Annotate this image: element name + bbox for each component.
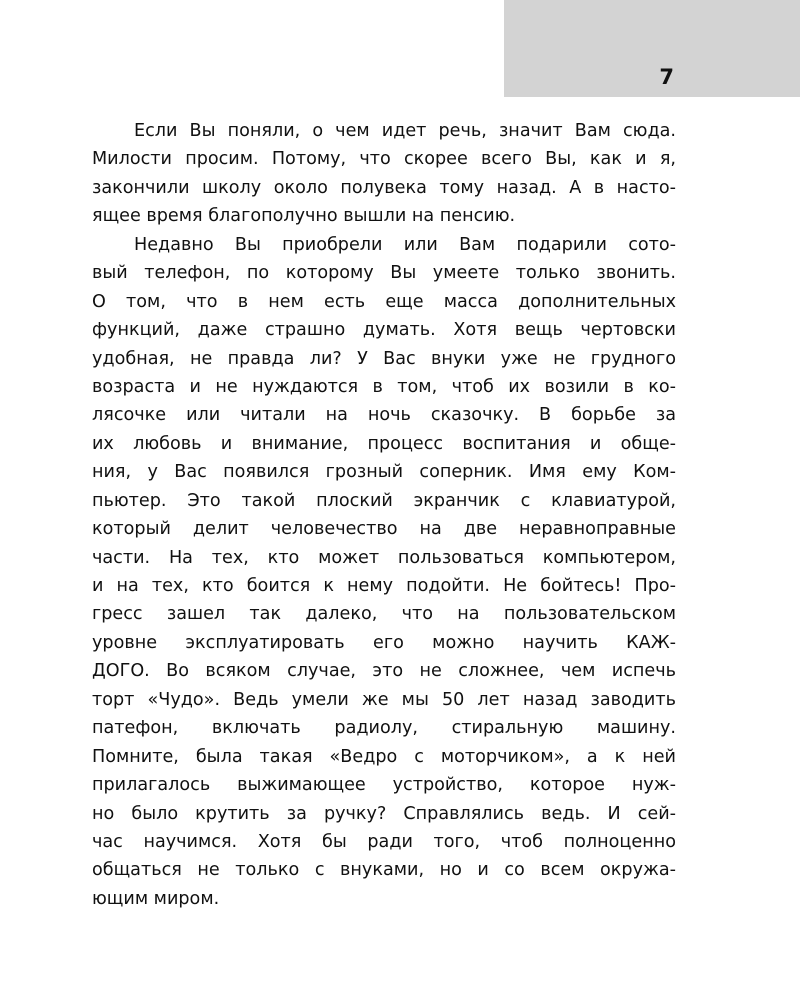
text-line: уровне эксплуатировать его можно научить КАЖ- — [92, 632, 676, 653]
text-line: прилагалось выжимающее устройство, которое нуж- — [92, 775, 676, 796]
text-line: закончили школу около полувека тому назад. А в насто- — [92, 177, 676, 198]
text-line: торт «Чудо». Ведь умели же мы 50 лет назад заводить — [92, 689, 676, 710]
text-line: ния, у Вас появился грозный соперник. Имя ему Ком- — [92, 462, 676, 483]
text-line: удобная, не правда ли? У Вас внуки уже не грудного — [92, 348, 676, 369]
text-line: Недавно Вы приобрели или Вам подарили сото- — [134, 234, 676, 255]
text-line: возраста и не нуждаются в том, чтоб их возили в ко- — [92, 376, 676, 397]
paragraph-2 — [92, 231, 676, 914]
page-header-box — [504, 0, 800, 97]
text-line: ющим миром. — [92, 888, 220, 909]
text-line: но было крутить за ручку? Справлялись ведь. И сей- — [92, 803, 676, 824]
paragraph-1 — [92, 117, 676, 231]
text-line: лясочке или читали на ночь сказочку. В борьбе за — [92, 405, 676, 426]
text-line: Милости просим. Потому, что скорее всего Вы, как и я, — [92, 149, 676, 170]
text-line: Помните, была такая «Ведро с моторчиком», а к ней — [92, 746, 676, 767]
body-text — [92, 117, 676, 913]
text-line: пьютер. Это такой плоский экранчик с клавиатурой, — [92, 490, 676, 511]
text-line: ящее время благополучно вышли на пенсию. — [92, 206, 516, 227]
text-line: общаться не только с внуками, но и со всем окружа- — [92, 860, 676, 881]
text-line: и на тех, кто боится к нему подойти. Не бойтесь! Про- — [92, 576, 676, 596]
text-line: их любовь и внимание, процесс воспитания и обще- — [92, 433, 676, 454]
text-line: патефон, включать радиолу, стиральную машину. — [92, 718, 676, 739]
text-line: Если Вы поняли, о чем идет речь, значит Вам сюда. — [134, 121, 676, 141]
text-line: вый телефон, по которому Вы умеете только звонить. — [92, 263, 676, 284]
text-line: части. На тех, кто может пользоваться компьютером, — [92, 547, 676, 568]
text-line: ДОГО. Во всяком случае, это не сложнее, чем испечь — [92, 661, 676, 682]
text-line: функций, даже страшно думать. Хотя вещь чертовски — [92, 320, 676, 341]
page-number: 7 — [659, 65, 674, 89]
text-line: О том, что в нем есть еще масса дополнительных — [92, 291, 676, 312]
text-line: час научимся. Хотя бы ради того, чтоб полноценно — [92, 831, 676, 852]
text-line: который делит человечество на две неравноправные — [92, 519, 676, 540]
text-line: гресс зашел так далеко, что на пользовательском — [92, 604, 676, 625]
